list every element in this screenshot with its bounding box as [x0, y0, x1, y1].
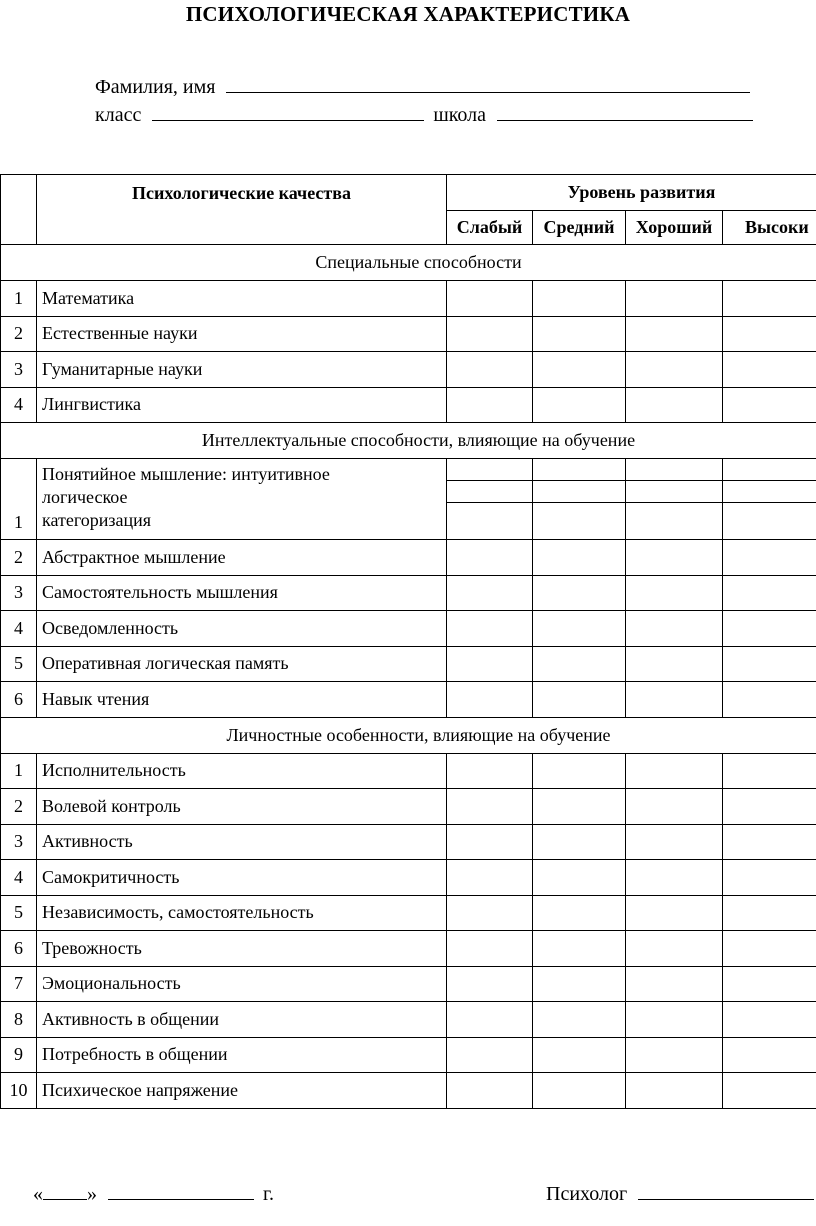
level-cell[interactable]: [626, 387, 723, 423]
level-cell[interactable]: [533, 1073, 626, 1109]
level-cell[interactable]: [723, 789, 816, 825]
level-cell[interactable]: [626, 682, 723, 718]
table-row: [1, 646, 816, 682]
level-cell[interactable]: [447, 1037, 533, 1073]
date-close-quote: »: [87, 1183, 97, 1205]
level-cell[interactable]: [723, 753, 816, 789]
level-cell[interactable]: [723, 459, 816, 481]
level-cell[interactable]: [533, 966, 626, 1002]
level-cell[interactable]: [723, 682, 816, 718]
level-cell[interactable]: [447, 895, 533, 931]
table-row: [1, 540, 816, 576]
level-cell[interactable]: [533, 1037, 626, 1073]
table-row: [1, 352, 816, 388]
level-cell[interactable]: [533, 481, 626, 503]
level-cell[interactable]: [533, 824, 626, 860]
level-cell[interactable]: [626, 931, 723, 967]
table-row: [1, 1073, 816, 1109]
row-quality: Волевой контроль: [37, 789, 447, 825]
row-quality: Осведомленность: [37, 611, 447, 647]
section-title: Личностные особенности, влияющие на обучение: [1, 717, 816, 753]
row-number: 10: [1, 1073, 37, 1109]
level-cell[interactable]: [447, 860, 533, 896]
level-cell[interactable]: [626, 281, 723, 317]
level-cell[interactable]: [533, 646, 626, 682]
level-cell[interactable]: [533, 352, 626, 388]
class-school-line: [95, 104, 753, 127]
table-row: [1, 931, 816, 967]
section-row: [1, 717, 816, 753]
header-level-4: Высоки: [723, 211, 816, 245]
row-quality: Навык чтения: [37, 682, 447, 718]
row-number: 4: [1, 611, 37, 647]
year-suffix: г.: [263, 1183, 274, 1205]
row-number: 3: [1, 352, 37, 388]
header-level-1: Слабый: [447, 211, 533, 245]
school-field[interactable]: [497, 104, 753, 121]
psychologist-line: [546, 1183, 814, 1206]
level-cell[interactable]: [533, 1002, 626, 1038]
level-cell[interactable]: [626, 611, 723, 647]
row-number: 1: [1, 281, 37, 317]
name-label: Фамилия, имя: [95, 76, 216, 98]
level-cell[interactable]: [626, 575, 723, 611]
class-label: класс: [95, 104, 142, 126]
level-cell[interactable]: [533, 281, 626, 317]
level-cell[interactable]: [626, 753, 723, 789]
level-cell[interactable]: [447, 459, 533, 481]
level-cell[interactable]: [533, 459, 626, 481]
row-number: 5: [1, 895, 37, 931]
level-cell[interactable]: [447, 540, 533, 576]
level-cell[interactable]: [626, 503, 723, 540]
level-cell[interactable]: [447, 316, 533, 352]
level-cell[interactable]: [533, 931, 626, 967]
level-cell[interactable]: [723, 1073, 816, 1109]
level-cell[interactable]: [533, 753, 626, 789]
level-cell[interactable]: [723, 503, 816, 540]
row-quality: Независимость, самостоятельность: [37, 895, 447, 931]
row-quality: Психическое напряжение: [37, 1073, 447, 1109]
header-number-cell: [1, 175, 37, 245]
table-row: [1, 575, 816, 611]
table-row: [1, 611, 816, 647]
psychologist-label: Психолог: [546, 1183, 628, 1205]
level-cell[interactable]: [447, 481, 533, 503]
row-quality: Математика: [37, 281, 447, 317]
school-label: школа: [433, 104, 487, 126]
table-row: [1, 789, 816, 825]
row-quality: Самостоятельность мышления: [37, 575, 447, 611]
level-cell[interactable]: [723, 1037, 816, 1073]
header-level-2: Средний: [533, 211, 626, 245]
level-cell[interactable]: [626, 860, 723, 896]
level-cell[interactable]: [723, 895, 816, 931]
level-cell[interactable]: [447, 682, 533, 718]
table-row: [1, 316, 816, 352]
level-cell[interactable]: [723, 352, 816, 388]
row-quality: Гуманитарные науки: [37, 352, 447, 388]
level-cell[interactable]: [723, 316, 816, 352]
row-number: 2: [1, 789, 37, 825]
level-cell[interactable]: [447, 352, 533, 388]
level-cell[interactable]: [447, 966, 533, 1002]
level-cell[interactable]: [533, 540, 626, 576]
row-quality: Активность: [37, 824, 447, 860]
header-level-3: Хороший: [626, 211, 723, 245]
quality-line: Понятийное мышление: интуитивное: [42, 464, 330, 484]
row-number: 1: [1, 753, 37, 789]
row-quality: Естественные науки: [37, 316, 447, 352]
month-field[interactable]: [108, 1183, 254, 1200]
level-cell[interactable]: [626, 540, 723, 576]
level-cell[interactable]: [626, 316, 723, 352]
row-number: 3: [1, 575, 37, 611]
section-title: Специальные способности: [1, 245, 816, 281]
class-field[interactable]: [152, 104, 424, 121]
day-field[interactable]: [43, 1183, 87, 1200]
level-cell[interactable]: [723, 646, 816, 682]
level-cell[interactable]: [533, 611, 626, 647]
level-cell[interactable]: [723, 540, 816, 576]
table-row: [1, 753, 816, 789]
level-cell[interactable]: [533, 895, 626, 931]
table-row: [1, 387, 816, 423]
table-row: [1, 281, 816, 317]
row-number: 3: [1, 824, 37, 860]
row-number: 4: [1, 860, 37, 896]
psychologist-signature-field[interactable]: [638, 1183, 814, 1200]
row-quality: Тревожность: [37, 931, 447, 967]
level-cell[interactable]: [723, 860, 816, 896]
level-cell[interactable]: [447, 575, 533, 611]
level-cell[interactable]: [626, 459, 723, 481]
level-cell[interactable]: [723, 611, 816, 647]
row-quality: Потребность в общении: [37, 1037, 447, 1073]
name-field[interactable]: [226, 76, 750, 93]
level-cell[interactable]: [626, 895, 723, 931]
row-number: 5: [1, 646, 37, 682]
level-cell[interactable]: [626, 481, 723, 503]
quality-line: категоризация: [42, 510, 152, 530]
table-row: [1, 895, 816, 931]
level-cell[interactable]: [723, 1002, 816, 1038]
level-cell[interactable]: [447, 611, 533, 647]
level-cell[interactable]: [626, 789, 723, 825]
date-open-quote: «: [33, 1183, 43, 1205]
quality-line: логическое: [42, 487, 128, 507]
header-qualities: Психологические качества: [37, 175, 447, 245]
header-level: Уровень развития: [447, 175, 816, 211]
level-cell[interactable]: [723, 281, 816, 317]
level-cell[interactable]: [626, 1002, 723, 1038]
row-number: 7: [1, 966, 37, 1002]
level-cell[interactable]: [723, 387, 816, 423]
row-quality: Эмоциональность: [37, 966, 447, 1002]
level-cell[interactable]: [447, 503, 533, 540]
level-cell[interactable]: [626, 966, 723, 1002]
row-number: 6: [1, 931, 37, 967]
level-cell[interactable]: [626, 824, 723, 860]
row-quality: Оперативная логическая память: [37, 646, 447, 682]
row-quality: Исполнительность: [37, 753, 447, 789]
row-number: 1: [1, 459, 37, 540]
table-row: [1, 966, 816, 1002]
level-cell[interactable]: [723, 575, 816, 611]
row-number: 6: [1, 682, 37, 718]
characteristics-table: [0, 174, 816, 1109]
level-cell[interactable]: [723, 966, 816, 1002]
table-row: [1, 459, 816, 481]
level-cell[interactable]: [447, 753, 533, 789]
level-cell[interactable]: [626, 352, 723, 388]
level-cell[interactable]: [533, 860, 626, 896]
level-cell[interactable]: [723, 931, 816, 967]
table-row: [1, 1002, 816, 1038]
row-number: 4: [1, 387, 37, 423]
table-row: [1, 682, 816, 718]
row-quality: Активность в общении: [37, 1002, 447, 1038]
document-title: ПСИХОЛОГИЧЕСКАЯ ХАРАКТЕРИСТИКА: [185, 2, 631, 26]
level-cell[interactable]: [447, 824, 533, 860]
table-row: [1, 1037, 816, 1073]
level-cell[interactable]: [626, 1037, 723, 1073]
level-cell[interactable]: [447, 281, 533, 317]
table-row: [1, 824, 816, 860]
level-cell[interactable]: [447, 931, 533, 967]
level-cell[interactable]: [626, 1073, 723, 1109]
section-row: [1, 245, 816, 281]
date-line: [33, 1183, 274, 1206]
name-line: [95, 76, 750, 99]
level-cell[interactable]: [626, 646, 723, 682]
level-cell[interactable]: [533, 789, 626, 825]
level-cell[interactable]: [533, 387, 626, 423]
level-cell[interactable]: [447, 789, 533, 825]
row-quality: Самокритичность: [37, 860, 447, 896]
level-cell[interactable]: [533, 316, 626, 352]
level-cell[interactable]: [447, 1002, 533, 1038]
level-cell[interactable]: [533, 503, 626, 540]
section-row: [1, 423, 816, 459]
row-quality: Абстрактное мышление: [37, 540, 447, 576]
level-cell[interactable]: [533, 682, 626, 718]
row-quality: [37, 459, 447, 540]
level-cell[interactable]: [447, 387, 533, 423]
level-cell[interactable]: [447, 646, 533, 682]
level-cell[interactable]: [723, 481, 816, 503]
level-cell[interactable]: [447, 1073, 533, 1109]
header-row: [1, 175, 816, 211]
level-cell[interactable]: [723, 824, 816, 860]
row-number: 9: [1, 1037, 37, 1073]
table-row: [1, 860, 816, 896]
level-cell[interactable]: [533, 575, 626, 611]
row-quality: Лингвистика: [37, 387, 447, 423]
row-number: 2: [1, 316, 37, 352]
section-title: Интеллектуальные способности, влияющие на обучение: [1, 423, 816, 459]
row-number: 2: [1, 540, 37, 576]
row-number: 8: [1, 1002, 37, 1038]
